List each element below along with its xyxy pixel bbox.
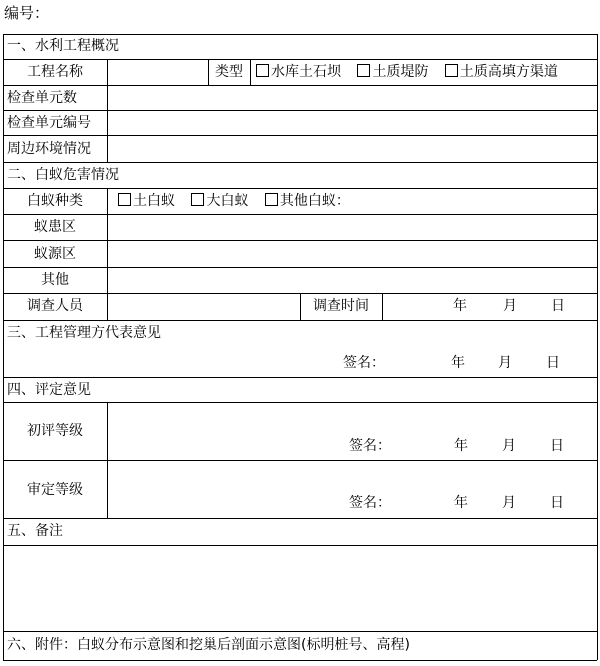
other-label: 其他 bbox=[41, 272, 69, 288]
project-name-label: 工程名称 bbox=[27, 64, 83, 80]
section-3-title: 三、工程管理方代表意见 bbox=[7, 325, 161, 341]
species-options bbox=[118, 192, 350, 210]
survey-day: 日 bbox=[551, 298, 565, 314]
review-year: 年 bbox=[454, 495, 468, 511]
survey-year: 年 bbox=[453, 298, 467, 314]
investigator-field[interactable] bbox=[110, 296, 297, 317]
unit-count-label: 检查单元数 bbox=[7, 90, 77, 106]
management-year: 年 bbox=[451, 355, 465, 371]
document-number-label: 编号： bbox=[4, 4, 50, 22]
management-day: 日 bbox=[546, 355, 560, 371]
initial-month: 月 bbox=[502, 438, 516, 454]
initial-day: 日 bbox=[550, 438, 564, 454]
management-sign-label: 签名： bbox=[343, 355, 385, 371]
section-6-title: 六、附件：白蚁分布示意图和挖巢后剖面示意图(标明桩号、高程) bbox=[7, 637, 410, 653]
infestation-area-label: 蚁患区 bbox=[34, 219, 76, 235]
project-name-field[interactable] bbox=[110, 62, 205, 82]
type-option-reservoir[interactable]: 水库土石坝 bbox=[256, 64, 341, 80]
checkbox[interactable] bbox=[256, 64, 269, 77]
species-option-other[interactable]: 其他白蚁： bbox=[265, 193, 350, 209]
investigator-label: 调查人员 bbox=[27, 298, 83, 314]
review-sign-label: 签名： bbox=[349, 495, 391, 511]
survey-month: 月 bbox=[503, 298, 517, 314]
checkbox[interactable] bbox=[118, 193, 131, 206]
checkbox[interactable] bbox=[265, 193, 278, 206]
type-label: 类型 bbox=[215, 64, 243, 80]
species-option-big[interactable]: 大白蚁 bbox=[191, 193, 248, 209]
infestation-area-field[interactable] bbox=[110, 217, 594, 237]
type-options bbox=[256, 63, 558, 81]
review-month: 月 bbox=[502, 495, 516, 511]
initial-sign-label: 签名： bbox=[349, 438, 391, 454]
unit-count-field[interactable] bbox=[110, 88, 594, 108]
unit-number-field[interactable] bbox=[110, 113, 594, 133]
other-field[interactable] bbox=[110, 270, 594, 290]
checkbox[interactable] bbox=[191, 193, 204, 206]
initial-grade-field[interactable] bbox=[110, 405, 594, 433]
section-2-title: 二、白蚁危害情况 bbox=[7, 167, 119, 183]
review-day: 日 bbox=[550, 495, 564, 511]
management-month: 月 bbox=[498, 355, 512, 371]
section-5-title: 五、备注 bbox=[7, 523, 63, 539]
type-option-levee[interactable]: 土质堤防 bbox=[357, 64, 428, 80]
checkbox[interactable] bbox=[445, 64, 458, 77]
initial-year: 年 bbox=[454, 438, 468, 454]
source-area-label: 蚁源区 bbox=[34, 246, 76, 262]
type-option-canal[interactable]: 土质高填方渠道 bbox=[445, 64, 558, 80]
survey-time-label: 调查时间 bbox=[313, 298, 369, 314]
section-1-title: 一、水利工程概况 bbox=[7, 38, 119, 54]
checkbox[interactable] bbox=[357, 64, 370, 77]
environment-label: 周边环境情况 bbox=[7, 141, 91, 157]
section-4-title: 四、评定意见 bbox=[7, 382, 91, 398]
species-label: 白蚁种类 bbox=[27, 193, 83, 209]
unit-number-label: 检查单元编号 bbox=[7, 115, 91, 131]
species-option-earth[interactable]: 土白蚁 bbox=[118, 193, 175, 209]
initial-grade-label: 初评等级 bbox=[27, 423, 83, 439]
environment-field[interactable] bbox=[110, 139, 594, 159]
management-opinion-field[interactable] bbox=[6, 343, 594, 351]
source-area-field[interactable] bbox=[110, 244, 594, 264]
remarks-field[interactable] bbox=[6, 548, 594, 628]
review-grade-field[interactable] bbox=[110, 463, 594, 491]
review-grade-label: 审定等级 bbox=[27, 482, 83, 498]
